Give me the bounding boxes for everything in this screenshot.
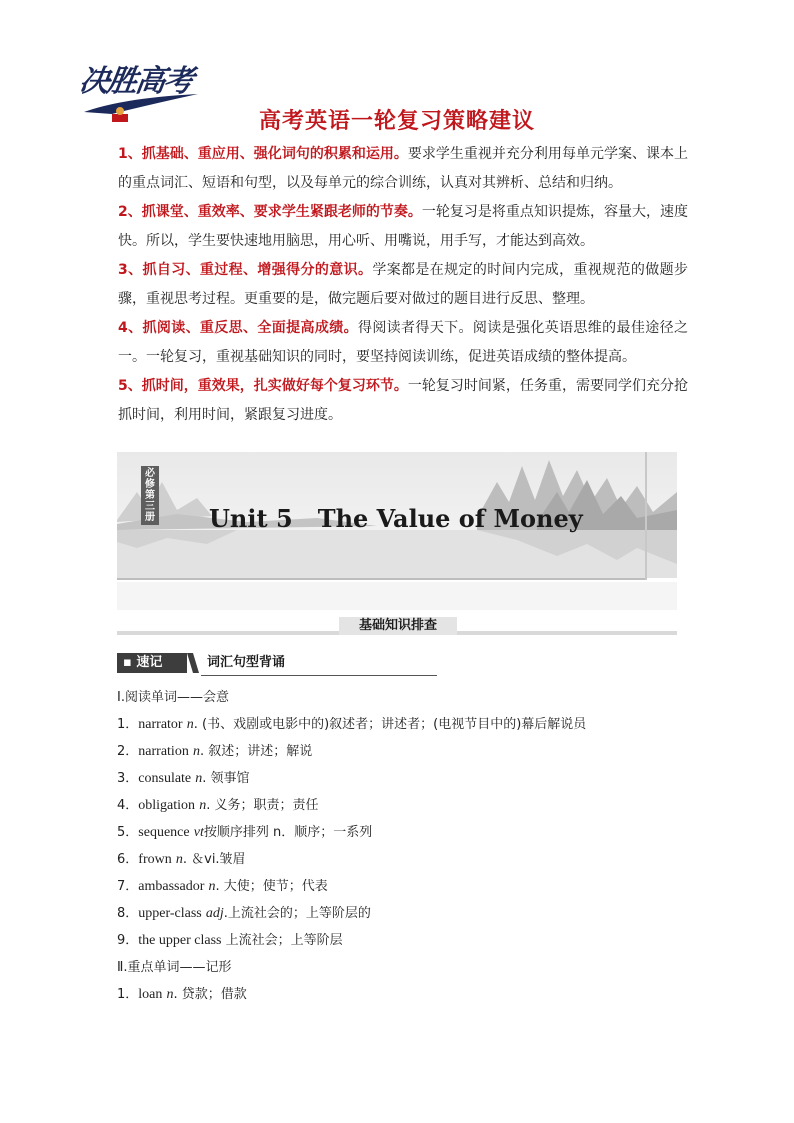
subsection-underline [201,675,437,676]
vocab-part-heading: Ⅰ.阅读单词——会意 [117,690,229,705]
strategy-item: 5、抓时间，重效果，扎实做好每个复习环节。一轮复习时间紧，任务重，需要同学们充分抢抓时间，利用时间，紧跟复习进度。 [118,378,688,423]
strategy-item: 4、抓阅读、重反思、全面提高成绩。得阅读者得天下。阅读是强化英语思维的最佳途径之一。一轮复习，重视基础知识的同时，要坚持阅读训练，促进英语成绩的整体提高。 [118,320,688,365]
section-title: 基础知识排查 [339,617,457,635]
strategy-item: 2、抓课堂、重效率、要求学生紧跟老师的节奏。一轮复习是将重点知识提炼，容量大，速度快。所以，学生要快速地用脑思，用心听、用嘴说，用手写，才能达到高效。 [118,204,689,249]
page-title: 高考英语一轮复习策略建议 [258,109,535,134]
unit-title: Unit 5 The Value of Money [209,504,583,533]
list-item: 1．loan n. 贷款；借款 [117,987,247,1002]
brand-logo-text: 决胜高考 [77,64,194,99]
subsection-header [117,651,437,677]
list-item: 4．obligation n. 义务；职责；责任 [117,798,319,813]
vocab-part-heading: Ⅱ.重点单词——记形 [117,960,232,975]
list-item: 6．frown n. ＆vi.皱眉 [117,852,246,867]
list-item: 2．narration n. 叙述；讲述；解说 [117,744,313,759]
textbook-volume-tag: 必修第三册 [141,466,159,525]
list-item: 3．consulate n. 领事馆 [117,771,250,786]
list-item: 8．upper-class adj.上流社会的；上等阶层的 [117,906,371,921]
strategy-item: 1、抓基础、重应用、强化词句的积累和运用。要求学生重视并充分利用每单元学案、课本上的重点词汇、短语和句型，以及每单元的综合训练，认真对其辨析、总结和归纳。 [118,146,688,191]
unit-banner [117,452,677,610]
list-item: 9．the upper class 上流社会；上等阶层 [117,933,343,948]
subsection-title: 词汇句型背诵 [207,655,286,670]
list-item: 1．narrator n. (书、戏剧或电影中的)叙述者；讲述者；(电视节目中的)幕后解说员 [117,717,587,732]
quick-memo-tag: ▪ 速记 [117,653,187,673]
list-item: 5．sequence vt按顺序排列 n．顺序；一系列 [117,825,373,840]
strategy-item: 3、抓自习、重过程、增强得分的意识。学案都是在规定的时间内完成，重视规范的做题步骤，重视思考过程。更重要的是，做完题后要对做过的题目进行反思、整理。 [118,262,689,307]
section-header [117,617,677,637]
list-item: 7．ambassador n. 大使；使节；代表 [117,879,328,894]
vocabulary-list [117,684,687,1008]
tag-slash-icon [187,653,201,673]
strategy-list [118,140,688,430]
